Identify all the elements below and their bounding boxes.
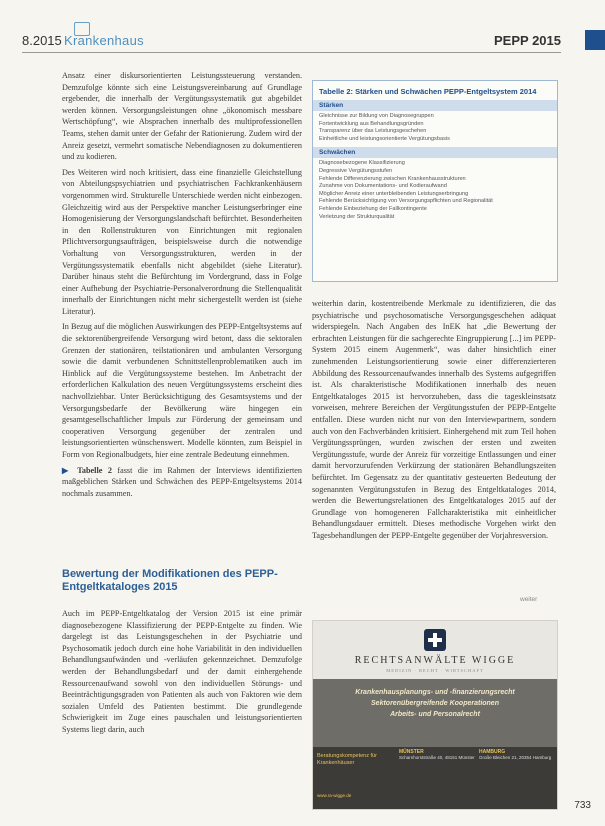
ad-firm-subtitle: MEDIZIN · RECHT · WIRTSCHAFT [386,668,484,673]
office-address: Große Bleichen 21, 20354 Hamburg [479,755,552,760]
ad-firm-name: RECHTSANWÄLTE WIGGE [354,655,516,666]
paragraph: Auch im PEPP-Entgeltkatalog der Version 2015 ist eine primär diagnosebezogene Klassifizierung der PEPP-Entgelte zu finden. Wie dargelegt ist das Leistungsgeschehen in der Psychiatrie und Psychosomatik jedoch durch eine hohe Variabilität in den individuellen Behandlungsaufwänden und -verläufen gekennzeichnet. Demzufolge werden der Behandlungsbedarf und der damit einhergehende Ressourcenaufwand sowohl von den individuellen Störungs- und Beeinträchtigungsgraden von Patienten als auch von Faktoren wie dem sozialen Umfeld des Patienten bestimmt. Die grundlegende Schwierigkeit im Zuge eines pauschalen und leistungsorientierten Systems liegt darin, auch [62,609,302,734]
list-item: Einheitliche und leistungsorientierte Vergütungsbasis [319,135,450,142]
paragraph: Des Weiteren wird noch kritisiert, dass eine finanzielle Gleichstellung von Abteilungspsychiatrien und psychiatrischen Fachkrankenhäusern vorgenommen wird. Strukturelle Unterschiede werden nicht einbezogen. Gleichzeitig wird aus der Perspektive mancher Leistungserbringer eine Homogenisierung der Versorgungslandschaft befürchtet. Besonderheiten in den Rollenstrukturen von Einrichtungen mit regionalen Pflichtversorgungsaufträgen, beispielsweise durch die notwendige Vorhaltung von Versorgungsstrukturen, werden in der Vergütungssystematik ebenfalls nicht abgebildet (siehe Literatur). Darüber hinaus steht die Befürchtung im Vordergrund, dass in Folge einer Aufhebung der Psychiatrie-Personalverordnung die Stellenqualität innerhalb der Einrichtungen nicht mehr sichergestellt werden ist (siehe Literatur). [62,167,302,316]
advertisement[interactable] [312,620,558,810]
list-item: Zunahme von Dokumentations- und Kodieraufwand [319,183,447,190]
list-item: Fehlende Einbeziehung der Fallkontingente [319,205,427,212]
strengths-header: Stärken [313,100,557,111]
paragraph-text: fasst die im Rahmen der Interviews identifizierten maßgeblichen Stärken und Schwächen des PEPP-Entgeltsystems 2014 nochmals zusammen. [62,465,303,498]
table-caption: Tabelle 2: Stärken und Schwächen PEPP-Entgeltsystem 2014 [319,87,537,96]
magazine-name: Krankenhaus [64,33,144,48]
ad-banner [313,679,557,747]
left-column [62,70,302,503]
ad-office [399,749,479,761]
page-number: 733 [574,800,591,811]
cross-logo-icon [424,629,446,651]
ad-url[interactable]: www.ra-wigge.de [317,793,352,798]
office-city: HAMBURG [479,749,506,755]
list-item: Transparenz über das Leistungsgeschehen [319,128,427,135]
ad-tagline: Beratungskompetenz für Krankenhäuser [317,753,377,766]
weaknesses-header: Schwächen [313,147,557,158]
arrow-icon: ▶ [62,465,72,475]
list-item: Degressive Vergütungsstufen [319,167,393,174]
list-item: Gleichnisse zur Bildung von Diagnosegruppen [319,113,434,119]
list-item: Fehlende Berücksichtigung von Versorgungspflichten und Regionalität [319,198,493,205]
ad-service: Sektorenübergreifende Kooperationen [371,700,499,707]
ad-service: Krankenhausplanungs- und -finanzierungsrecht [355,689,515,696]
ad-office [479,749,558,761]
list-item: Fehlende Differenzierung zwischen Krankenhausstrukturen [319,175,466,182]
ad-service: Arbeits- und Personalrecht [390,711,480,718]
office-address: Scharnhorststraße 40, 48151 Münster [399,755,475,760]
page-header [0,0,605,60]
continued-marker: weiter [520,596,538,603]
list-item: Möglicher Anreiz einer unterbleibenden Leistungserbringung [319,190,469,197]
paragraph: In Bezug auf die möglichen Auswirkungen des PEPP-Entgeltsystems auf die sektorenübergreifende Versorgung wird betont, dass die sektoralen Grenzen der stationären, teilstationären und ambulanten Versorgung sowie die damit verbundenen Schnittstellenproblematiken auch im Hinblick auf die Vergütungssysteme bestehen. Im Anbetracht der erforderlichen Kalkulation des neuen Vergütungssystems erscheint dies nachvollziehbar. Unter Berücksichtigung des Gesamtsystems und der Versorgungsbedarfe der Bevölkerung wäre hingegen ein gesamtgesellschaftlicher Impuls zur Förderung der gemeinsam und cooperativen Versorgung gegenüber der zentralen und leistungsorientierten wünschenswert. Modelle könnten, zum Beispiel in Form von Regionalbudgets, hier eine zentrale Bedeutung einnehmen. [62,322,302,459]
table-reference: Tabelle 2 [77,465,112,475]
strengths-list [313,113,557,143]
issue-number: 8.2015 [22,33,62,48]
section-heading: Bewertung der Modifikationen des PEPP-Entgeltkataloges 2015 [62,568,278,593]
list-item: Diagnosebezogene Klassifizierung [319,160,405,167]
strengths-weaknesses-table [312,80,558,282]
section-tab-marker [585,30,605,50]
list-item: Verletzung der Strukturqualität [319,213,395,220]
office-city: MÜNSTER [399,749,424,755]
list-item: Fortentwicklung aus Behandlungsgründen [319,120,424,127]
weaknesses-list [313,160,557,221]
right-column [312,298,556,545]
paragraph: Ansatz einer diskursorientierten Leistungssteuerung verstanden. Demzufolge könnte sich eine Leistungsvereinbarung auf Grundlage ergebender, die innerhalb der Vergütungssystematik gut abgebildet werden können. Versorgungsleistungen ohne „ökonomisch messbare Wertschöpfung“, wie Absprachen innerhalb des multiprofessionellen Teams, stehen damit unter der Gefahr der Rationierung. Zudem wird der Anreiz gesetzt, vermehrt somatische Nebendiagnosen zu dokumentieren und zu kodieren. [62,71,302,162]
header-divider [22,52,561,53]
section-title: PEPP 2015 [494,33,561,48]
left-column-lower [62,608,302,740]
paragraph: weiterhin darin, kostentreibende Merkmale zu identifizieren, die das psychiatrische und psychosomatische Versorgungsgeschehen adäquat widerspiegeln. Nach Angaben des InEK hat „die Bewertung der erbrachten Leistungen für die sachgerechte Eingruppierung [...] im PEPP-System 2015 einem Augenmerk“, was daher hinsichtlich einer zunehmenden Leistungsorientierung sowie einer differenzierteren Abbildung des Ressourcenaufwandes innerhalb des Systems aufgegriffen ist. Als charakteristische Modifikationen innerhalb des neuen Entgeltkataloges 2015 ist hervorzuheben, dass die tageskleinstsatz vorweisen, mehrere Bereichen der Vergütungsstufen der PEPP-Entgelte entfallen. Diese wurden nicht nur von den Interviewpartnern, sondern auch von den Fachverbänden kritisiert. Einhergehend mit zum Teil hohen Vergütungssprüngen, wurden zwischen der ersten und zweiten Vergütungsstufe, wurde der Anreiz für vorzeitige Entlassungen und einer damit hervorzurufenden Verkürzung der stationären Behandlungszeiten befürchtet. Im Gegensatz zu der quantitativ gesteuerten Bedeutung der sogenannten Vergütungsstufen in Bezug des Entgeltkataloges 2014, werden die Bewertungsrelationen des Entgeltkataloges 2015 auf der Grundlage von homogeneren Fallcharakteristika mit einheitlicher Behandlungsdauer ermittelt. Dieses methodische Vorgehen wirkt den Tagesbehandlungen der PEPP-Entgelte gegenüber der Vorjahresversion. [312,299,556,540]
paragraph [62,465,302,500]
